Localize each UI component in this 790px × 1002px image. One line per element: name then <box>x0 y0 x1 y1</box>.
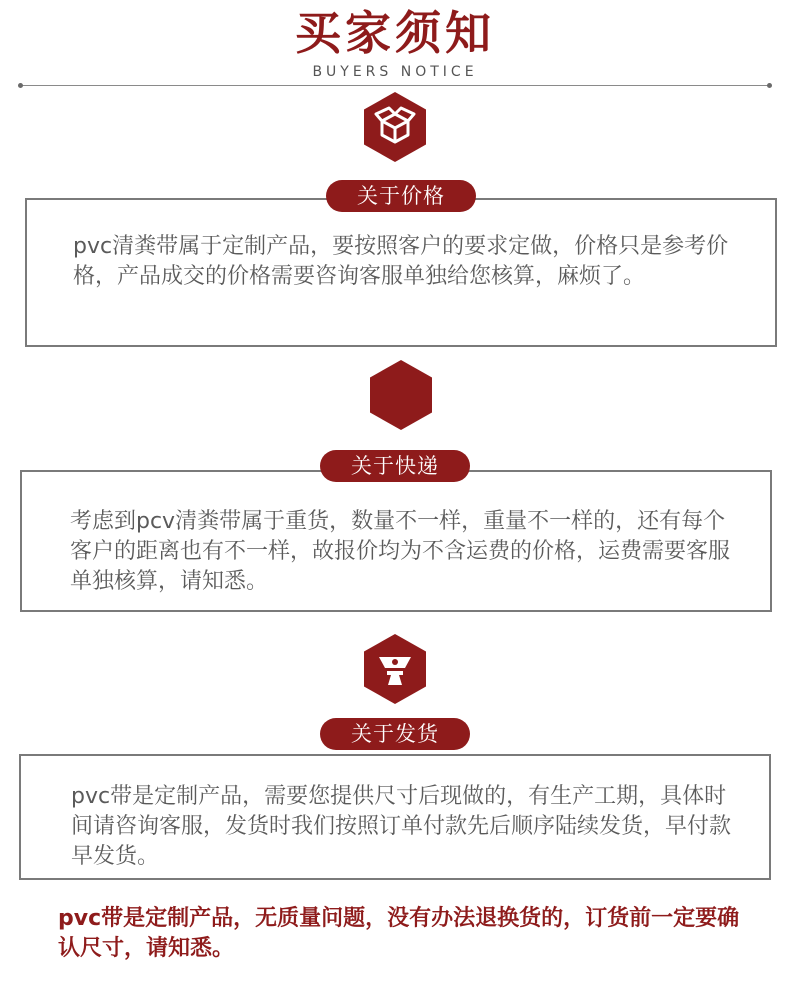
express-section-text: 考虑到pcv清粪带属于重货，数量不一样，重量不一样的，还有每个客户的距离也有不一样，故报价均为不含运费的价格，运费需要客服单独核算，请知悉。 <box>70 509 731 594</box>
price-section-box <box>25 198 777 347</box>
divider-dot-left <box>18 83 23 88</box>
footer-notice: pvc带是定制产品，无质量问题，没有办法退换货的，订货前一定要确认尺寸，请知悉。 <box>58 906 740 961</box>
divider-dot-right <box>767 83 772 88</box>
price-section-title: 关于价格 <box>326 180 476 212</box>
shipping-section-title: 关于发货 <box>320 718 470 750</box>
price-section-text: pvc清粪带属于定制产品，要按照客户的要求定做，价格只是参考价格，产品成交的价格需要咨询客服单独给您核算，麻烦了。 <box>73 234 729 289</box>
shipping-section-text: pvc带是定制产品，需要您提供尺寸后现做的，有生产工期，具体时间请咨询客服，发货时我们按照订单付款先后顺序陆续发货，早付款早发货。 <box>71 784 732 869</box>
express-section-title: 关于快递 <box>320 450 470 482</box>
page-subtitle: BUYERS NOTICE <box>312 64 478 80</box>
box-icon <box>364 92 426 162</box>
express-section-box <box>20 470 772 612</box>
shipping-icon <box>364 634 426 704</box>
hexagon-icon <box>370 360 432 430</box>
shipping-section-box <box>19 754 771 880</box>
page-title: 买家须知 <box>295 6 495 60</box>
header-divider <box>20 85 770 86</box>
